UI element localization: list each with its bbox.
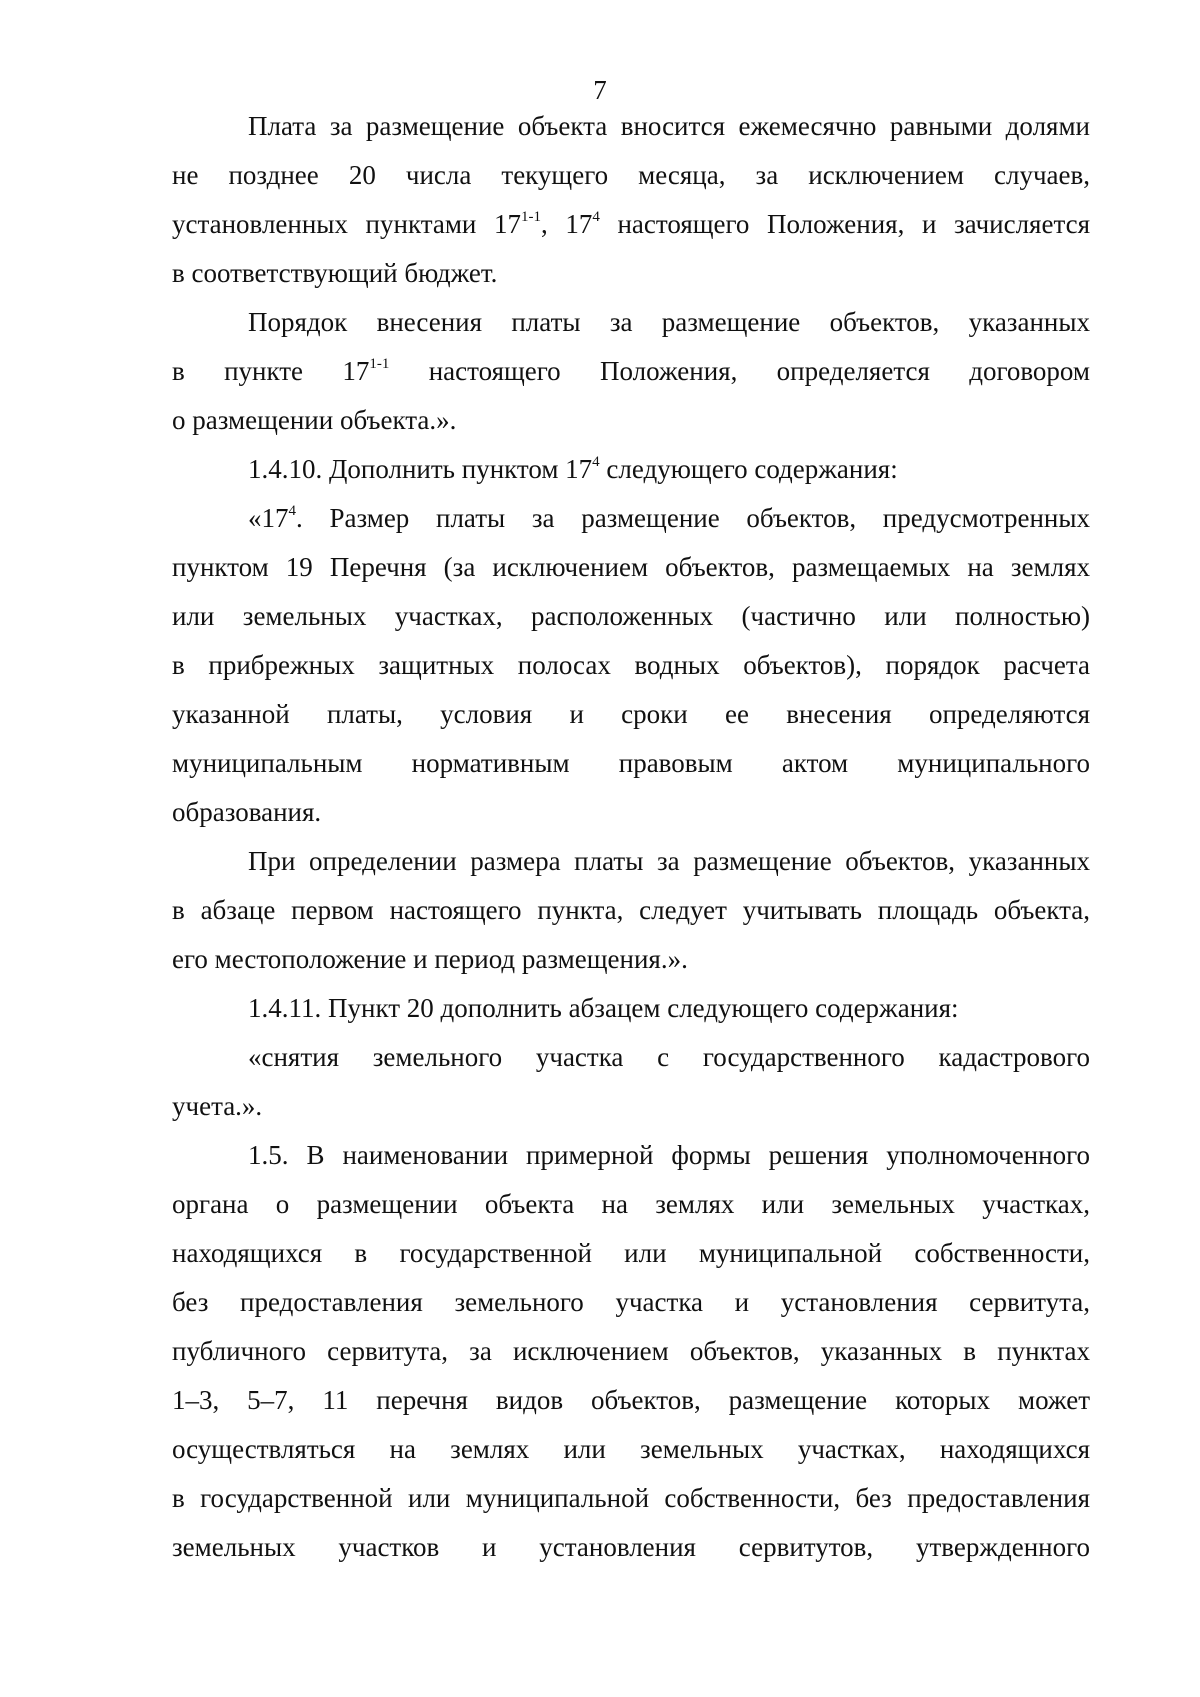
text-run: в прибрежных защитных полосах водных объектов), порядок расчета	[172, 650, 1090, 680]
text-line-p4l7	[172, 788, 1090, 837]
page-number: 7	[593, 75, 607, 105]
text-run: Порядок внесения платы за размещение объектов, указанных	[248, 307, 1090, 337]
text-run: не позднее 20 числа текущего месяца, за исключением случаев,	[172, 160, 1090, 190]
text-run: 1.4.11. Пункт 20 дополнить абзацем следующего содержания:	[248, 993, 959, 1023]
text-run: в абзаце первом настоящего пункта, следует учитывать площадь объекта,	[172, 895, 1090, 925]
text-line-p8l6	[172, 1376, 1090, 1425]
text-run: указанной платы, условия и сроки ее внесения определяются	[172, 699, 1090, 729]
text-line-p5l2	[172, 886, 1090, 935]
text-line-p3l1	[172, 445, 1090, 494]
text-line-p1l3	[172, 200, 1090, 249]
text-line-p2l2	[172, 347, 1090, 396]
text-run: установленных пунктами 17	[172, 209, 521, 239]
text-run: осуществляться на землях или земельных участках, находящихся	[172, 1434, 1090, 1464]
text-run: , 17	[540, 209, 593, 239]
text-run: учета.».	[172, 1091, 263, 1121]
text-line-p4l2	[172, 543, 1090, 592]
text-run: следующего содержания:	[599, 454, 898, 484]
superscript-index: 1-1	[369, 356, 390, 372]
text-run: муниципальным нормативным правовым актом муниципального	[172, 748, 1090, 778]
superscript-index: 1-1	[520, 209, 541, 225]
text-run: При определении размера платы за размещение объектов, указанных	[248, 846, 1090, 876]
superscript-index: 4	[592, 209, 600, 225]
text-run: земельных участков и установления сервитутов, утвержденного	[172, 1532, 1090, 1562]
document-body	[172, 102, 1090, 1572]
text-run: настоящего Положения, определяется договором	[389, 356, 1090, 386]
text-run: Плата за размещение объекта вносится ежемесячно равными долями	[248, 111, 1090, 141]
text-line-p1l2	[172, 151, 1090, 200]
text-run: 1.5. В наименовании примерной формы решения уполномоченного	[248, 1140, 1090, 1170]
text-run: в государственной или муниципальной собственности, без предоставления	[172, 1483, 1090, 1513]
text-line-p8l4	[172, 1278, 1090, 1327]
text-line-p4l3	[172, 592, 1090, 641]
superscript-index: 4	[592, 454, 600, 470]
text-line-p4l4	[172, 641, 1090, 690]
text-run: «17	[248, 503, 289, 533]
text-line-p4l6	[172, 739, 1090, 788]
text-line-p2l3	[172, 396, 1090, 445]
text-line-p7l1	[172, 1033, 1090, 1082]
text-run: настоящего Положения, и зачисляется	[599, 209, 1090, 239]
text-line-p8l5	[172, 1327, 1090, 1376]
text-run: в пункте 17	[172, 356, 370, 386]
text-run: находящихся в государственной или муниципальной собственности,	[172, 1238, 1090, 1268]
text-run: без предоставления земельного участка и установления сервитута,	[172, 1287, 1090, 1317]
text-run: . Размер платы за размещение объектов, предусмотренных	[296, 503, 1090, 533]
text-line-p8l9	[172, 1523, 1090, 1572]
text-run: о размещении объекта.».	[172, 405, 457, 435]
text-line-p8l3	[172, 1229, 1090, 1278]
text-line-p8l2	[172, 1180, 1090, 1229]
text-line-p8l8	[172, 1474, 1090, 1523]
text-line-p1l1	[172, 102, 1090, 151]
text-run: 1–3, 5–7, 11 перечня видов объектов, размещение которых может	[172, 1385, 1090, 1415]
text-line-p8l1	[172, 1131, 1090, 1180]
text-line-p2l1	[172, 298, 1090, 347]
text-run: публичного сервитута, за исключением объектов, указанных в пунктах	[172, 1336, 1090, 1366]
superscript-index: 4	[288, 503, 296, 519]
text-run: его местоположение и период размещения.».	[172, 944, 688, 974]
text-line-p6l1	[172, 984, 1090, 1033]
text-line-p5l1	[172, 837, 1090, 886]
text-line-p4l1	[172, 494, 1090, 543]
text-run: «снятия земельного участка с государственного кадастрового	[248, 1042, 1090, 1072]
text-run: образования.	[172, 797, 322, 827]
text-line-p4l5	[172, 690, 1090, 739]
text-run: 1.4.10. Дополнить пунктом 17	[248, 454, 593, 484]
text-line-p7l2	[172, 1082, 1090, 1131]
text-line-p8l7	[172, 1425, 1090, 1474]
text-line-p5l3	[172, 935, 1090, 984]
text-run: в соответствующий бюджет.	[172, 258, 498, 288]
text-line-p1l4	[172, 249, 1090, 298]
text-run: органа о размещении объекта на землях или земельных участках,	[172, 1189, 1090, 1219]
text-run: пунктом 19 Перечня (за исключением объектов, размещаемых на землях	[172, 552, 1090, 582]
text-run: или земельных участках, расположенных (частично или полностью)	[172, 601, 1090, 631]
